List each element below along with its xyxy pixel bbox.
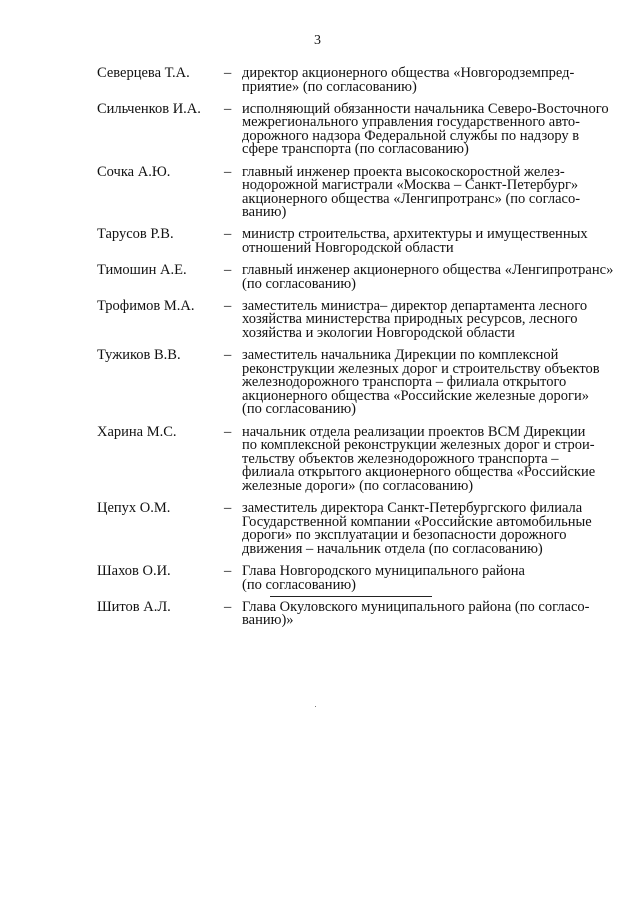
position-line: главный инженер проекта высокоскоростной желез- — [242, 163, 565, 180]
position-line: отношений Новгородской области — [242, 240, 454, 257]
position-line: министр строительства, архитектуры и имущественных — [242, 226, 588, 243]
member-position — [242, 598, 607, 629]
dash-separator: – — [224, 163, 232, 180]
member-name: Шитов А.Л. — [97, 598, 171, 615]
position-line: дорожного надзора Федеральной службы по надзору в — [242, 127, 580, 144]
member-entry — [97, 67, 607, 94]
member-position — [242, 264, 613, 291]
member-position — [242, 297, 607, 341]
position-line: заместитель директора Санкт-Петербургского филиала — [242, 500, 583, 517]
dash-separator: – — [224, 423, 232, 440]
position-line: железнодорожного транспорта – филиала открытого — [242, 374, 567, 391]
position-line: Глава Окуловского муниципального района (по согласо- — [242, 598, 590, 615]
position-line: ванию) — [242, 204, 287, 221]
scan-speck — [315, 706, 316, 707]
position-line: исполняющий обязанности начальника Северо-Восточного — [242, 100, 609, 117]
member-name: Шахов О.И. — [97, 562, 171, 579]
position-line: нодорожной магистрали «Москва – Санкт-Петербург» — [242, 177, 579, 194]
member-entry — [97, 423, 607, 494]
position-line: директор акционерного общества «Новгородземпред- — [242, 65, 575, 81]
member-name: Тужиков В.В. — [97, 347, 181, 364]
position-line: Государственной компании «Российские автомобильные — [242, 513, 592, 530]
position-line: (по согласованию) — [242, 275, 356, 292]
closing-rule — [270, 596, 432, 597]
position-line: Глава Новгородского муниципального района — [242, 562, 525, 579]
member-entry — [97, 562, 607, 593]
dash-separator: – — [224, 65, 232, 81]
member-entry — [97, 163, 607, 221]
member-name: Харина М.С. — [97, 423, 177, 440]
position-line: филиала открытого акционерного общества «Российские — [242, 464, 596, 481]
member-position — [242, 100, 609, 158]
member-entry — [97, 598, 607, 629]
position-line: заместитель министра– директор департамента лесного — [242, 297, 588, 314]
member-position — [242, 423, 607, 494]
dash-separator: – — [224, 262, 232, 279]
position-line: дороги» по эксплуатации и безопасности дорожного — [242, 527, 567, 544]
member-position — [242, 163, 607, 221]
position-line: (по согласованию) — [242, 576, 356, 593]
position-line: тельству объектов железнодорожного транспорта – — [242, 450, 559, 467]
position-line: приятие» (по согласованию) — [242, 78, 417, 95]
position-line: движения – начальник отдела (по согласованию) — [242, 540, 543, 557]
position-line: реконструкции железных дорог и строительству объектов — [242, 360, 600, 377]
dash-separator: – — [224, 562, 232, 579]
position-line: (по согласованию) — [242, 401, 356, 418]
member-name: Сильченков И.А. — [97, 100, 201, 117]
dash-separator: – — [224, 226, 232, 243]
member-name: Тимошин А.Е. — [97, 262, 187, 279]
member-entry — [97, 502, 607, 556]
position-line: акционерного общества «Российские железные дороги» — [242, 387, 589, 404]
position-line: по комплексной реконструкции железных дорог и строи- — [242, 437, 595, 454]
dash-separator: – — [224, 500, 232, 517]
member-position — [242, 67, 607, 94]
member-name: Тарусов Р.В. — [97, 226, 174, 243]
dash-separator: – — [224, 297, 232, 314]
member-entry — [97, 349, 607, 417]
member-entry — [97, 262, 614, 292]
position-line: хозяйства и экологии Новгородской области — [242, 325, 515, 341]
position-line: железные дороги» (по согласованию) — [242, 477, 474, 494]
member-entry — [97, 297, 607, 341]
member-name: Трофимов М.А. — [97, 297, 195, 314]
member-name: Северцева Т.А. — [97, 65, 190, 81]
member-position — [242, 228, 607, 255]
position-line: заместитель начальника Дирекции по комплексной — [242, 347, 559, 364]
position-line: главный инженер акционерного общества «Ленгипротранс» — [242, 262, 614, 279]
position-line: начальник отдела реализации проектов ВСМ Дирекции — [242, 423, 586, 440]
member-name: Цепух О.М. — [97, 500, 171, 517]
dash-separator: – — [224, 100, 232, 117]
member-entry — [97, 228, 607, 255]
member-list — [97, 65, 614, 629]
position-line: ванию)» — [242, 612, 294, 629]
member-position — [242, 349, 607, 417]
position-line: межрегионального управления государственного авто- — [242, 114, 580, 131]
page-number: 3 — [314, 33, 321, 48]
position-line: хозяйства министерства природных ресурсов, лесного — [242, 311, 578, 328]
position-line: акционерного общества «Ленгипротранс» (по согласо- — [242, 190, 581, 207]
position-line: сфере транспорта (по согласованию) — [242, 141, 469, 158]
member-position — [242, 562, 607, 593]
member-name: Сочка А.Ю. — [97, 163, 171, 180]
member-position — [242, 502, 607, 556]
member-entry — [97, 100, 609, 158]
dash-separator: – — [224, 598, 232, 615]
dash-separator: – — [224, 347, 232, 364]
